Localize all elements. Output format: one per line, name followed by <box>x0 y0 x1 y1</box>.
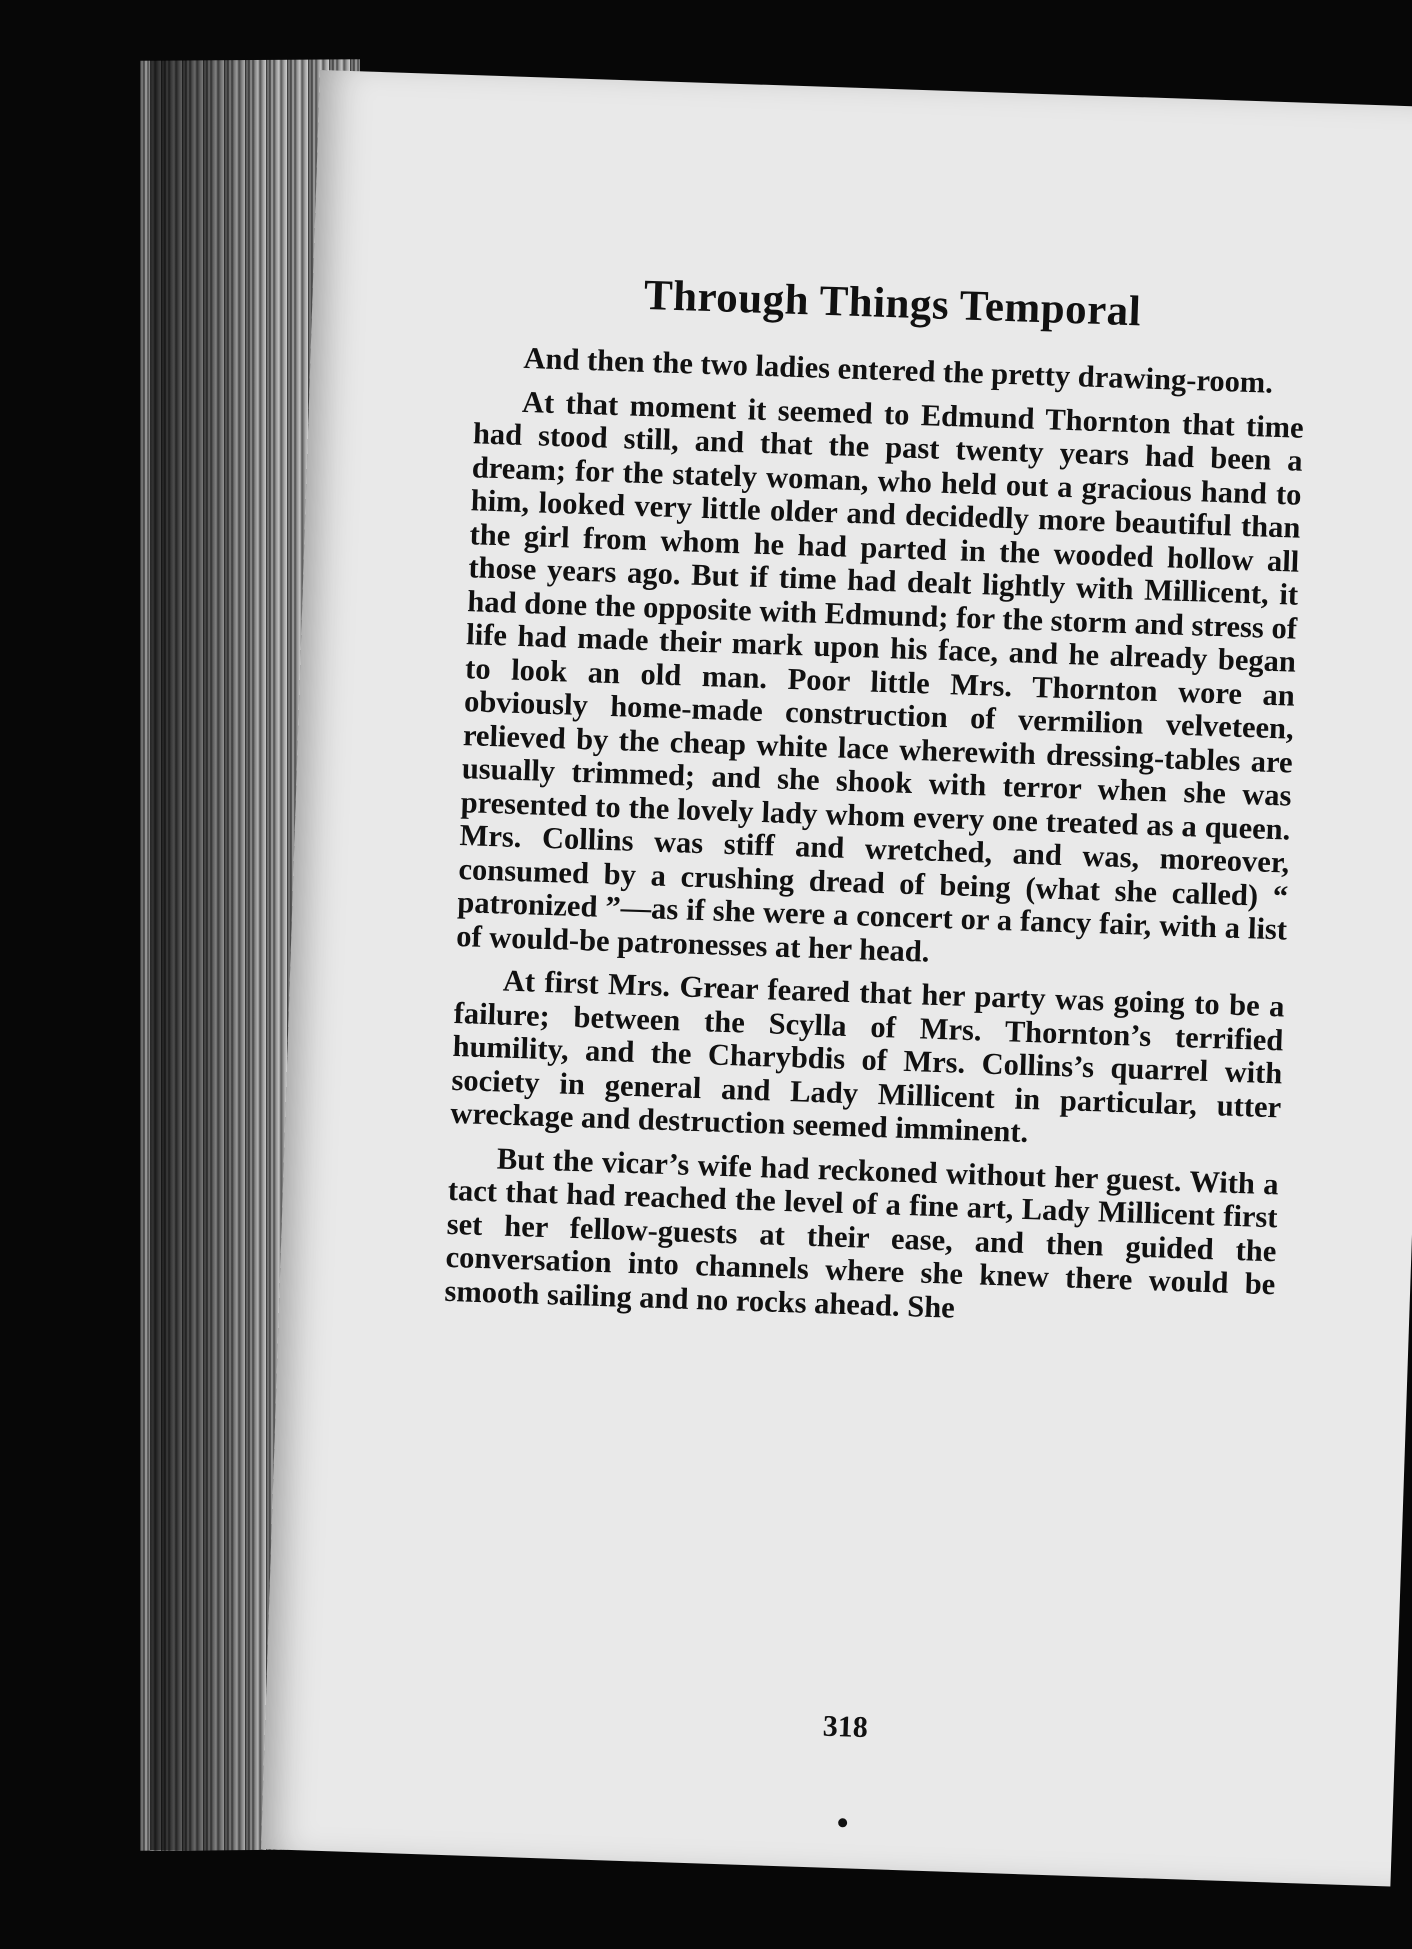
book-page <box>261 70 1412 1886</box>
page-content <box>444 265 1308 1745</box>
paragraph-1: And then the two ladies entered the pretty drawing-room. <box>523 340 1274 400</box>
page-edge-shadow <box>150 60 270 1850</box>
running-head: Through Things Temporal <box>643 271 1142 336</box>
paragraph-2: At that moment it seemed to Edmund Thornton that time had stood still, and that the past twenty years had been a dream; for the stately woman, who held out a gracious hand to him, looked very little older and decidedly more beautiful than the girl from whom he had parted in the wooded hollow all those years ago. But if time had dealt lightly with Millicent, it had done the opposite with Edmund; for the storm and stress of life had made their mark upon his face, and he already began to look an old man. Poor little Mrs. Thornton wore an obviously home-made construction of vermilion velveteen, relieved by the cheap white lace wherewith dressing-tables are usually trimmed; and she shook with terror when she was presented to the lovely lady whom every one treated as a queen. Mrs. Collins was stiff and wretched, and was, moreover, consumed by a crushing dread of being (what she called) “ patronized ”—as if she were a concert or a fancy fair, with a list of would-be patronesses at her head. <box>455 384 1305 969</box>
paragraph-3: At first Mrs. Grear feared that her party was going to be a failure; between the Scylla of Mrs. Thornton’s terrified humility, and the Charybdis of Mrs. Collins’s quarrel with society in general and Lady Millicent in particular, utter wreckage and destruction seemed imminent. <box>449 963 1286 1150</box>
print-dot <box>838 1818 847 1827</box>
paragraph-4: But the vicar’s wife had reckoned without her guest. With a tact that had reached the level of a fine art, Lady Millicent first set her fellow-guests at their ease, and then guided the conversation into channels where she knew there would be smooth sailing and no rocks ahead. She <box>444 1140 1280 1325</box>
page-number: 318 <box>822 1709 869 1745</box>
